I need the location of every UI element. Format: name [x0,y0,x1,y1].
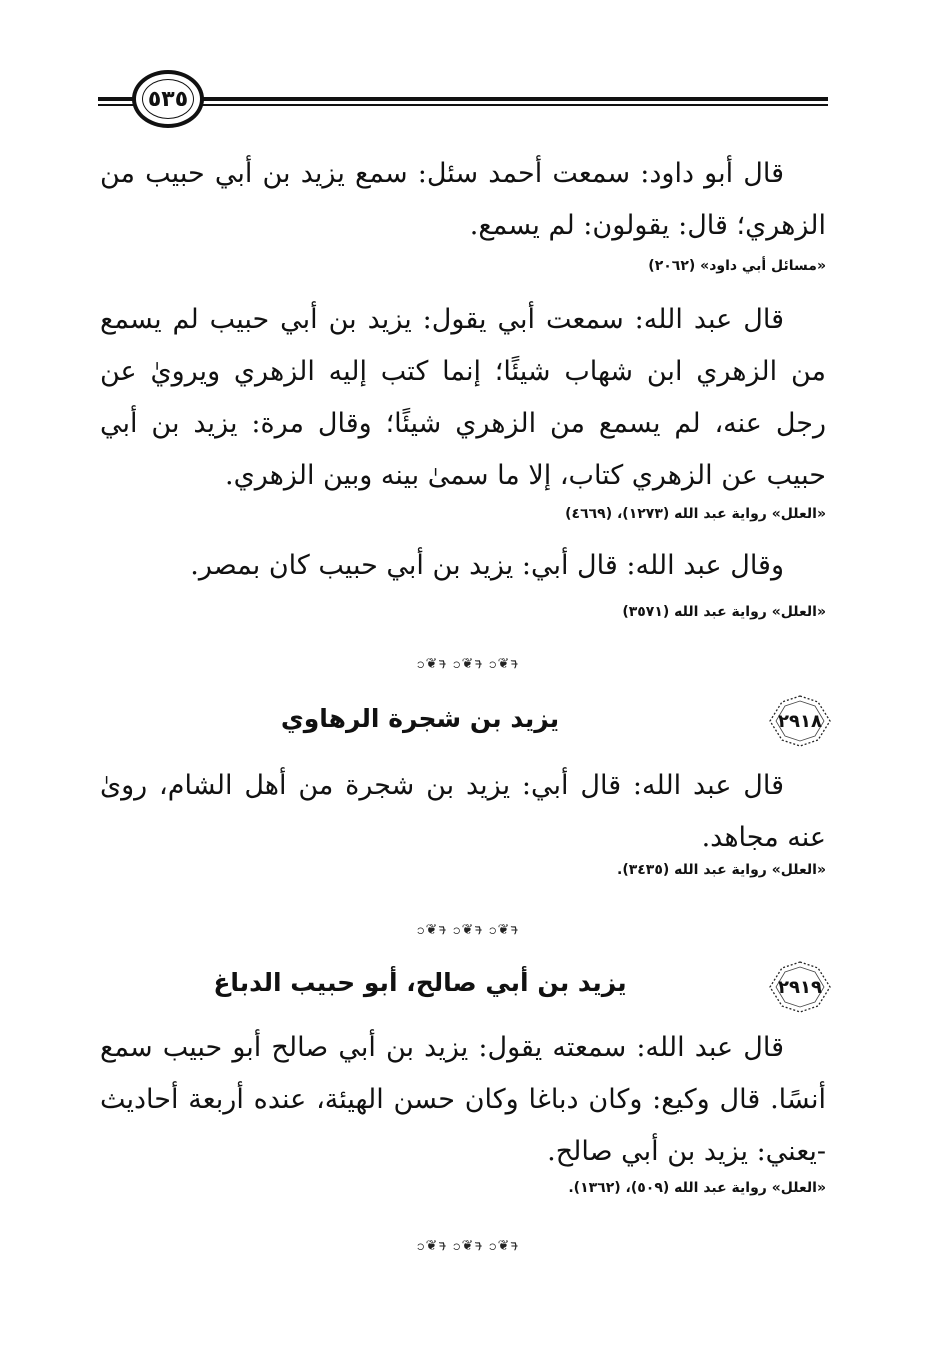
section-divider-ornament: ၥ❦ᱍ ၥ❦ᱍ ၥ❦ᱍ [416,1238,520,1254]
citation-ilal-1: «العلل» رواية عبد الله (١٢٧٣)، (٤٦٦٩) [565,506,826,522]
section-divider-ornament: ၥ❦ᱍ ၥ❦ᱍ ၥ❦ᱍ [416,922,520,938]
citation-ilal-2: «العلل» رواية عبد الله (٣٥٧١) [622,604,826,620]
paragraph-abdullah-2 [100,540,826,592]
paragraph-text: قال عبد الله: قال أبي: يزيد بن شجرة من أهل الشام، رویٰ عنه مجاهد. [100,770,826,853]
entry-title: يزيد بن أبي صالح، أبو حبيب الدباغ [213,968,627,997]
entry-text [100,760,826,864]
entry-citation: «العلل» رواية عبد الله (٣٤٣٥). [617,862,826,878]
entry-number-badge [768,694,832,748]
entry-title: يزيد بن شجرة الرهاوي [280,704,560,733]
paragraph-abdullah-1 [100,294,826,502]
page-number-inner-ring [142,79,194,119]
paragraph-abu-dawud [100,148,826,252]
paragraph-text: قال عبد الله: سمعته يقول: يزيد بن أبي صالح أبو حبيب سمع أنسًا. قال وكيع: وكان دباغا وكان حسن الهيئة، عنده أربعة أحاديث -يعني: يزيد بن أبي صالح. [100,1032,826,1167]
entry-citation: «العلل» رواية عبد الله (٥٠٩)، (١٣٦٢). [568,1180,826,1196]
paragraph-text: قال أبو داود: سمعت أحمد سئل: سمع يزيد بن أبي حبيب من الزهري؛ قال: يقولون: لم يسمع. [100,158,826,241]
entry-number: ٢٩١٨ [778,710,822,732]
paragraph-text: وقال عبد الله: قال أبي: يزيد بن أبي حبيب كان بمصر. [190,550,784,581]
citation-abu-dawud: «مسائل أبي داود» (٢٠٦٢) [648,258,826,274]
header-rule-thin [98,104,828,106]
paragraph-text: قال عبد الله: سمعت أبي يقول: يزيد بن أبي حبيب لم يسمع من الزهري ابن شهاب شيئًا؛ إنما كتب إليه الزهري ويرويٰ عن رجل عنه، لم يسمع من الزهري شيئًا؛ وقال مرة: يزيد بن أبي حبيب عن الزهري كتاب، إلا ما سمىٰ بينه وبين الزهري. [100,304,826,491]
entry-text [100,1022,826,1178]
header-rule-thick [98,97,828,101]
entry-number-badge [768,960,832,1014]
entry-number: ٢٩١٩ [778,976,822,998]
page-header [98,70,828,132]
page-number: ٥٣٥ [147,86,189,112]
section-divider-ornament: ၥ❦ᱍ ၥ❦ᱍ ၥ❦ᱍ [416,656,520,672]
page-number-badge [132,70,204,128]
